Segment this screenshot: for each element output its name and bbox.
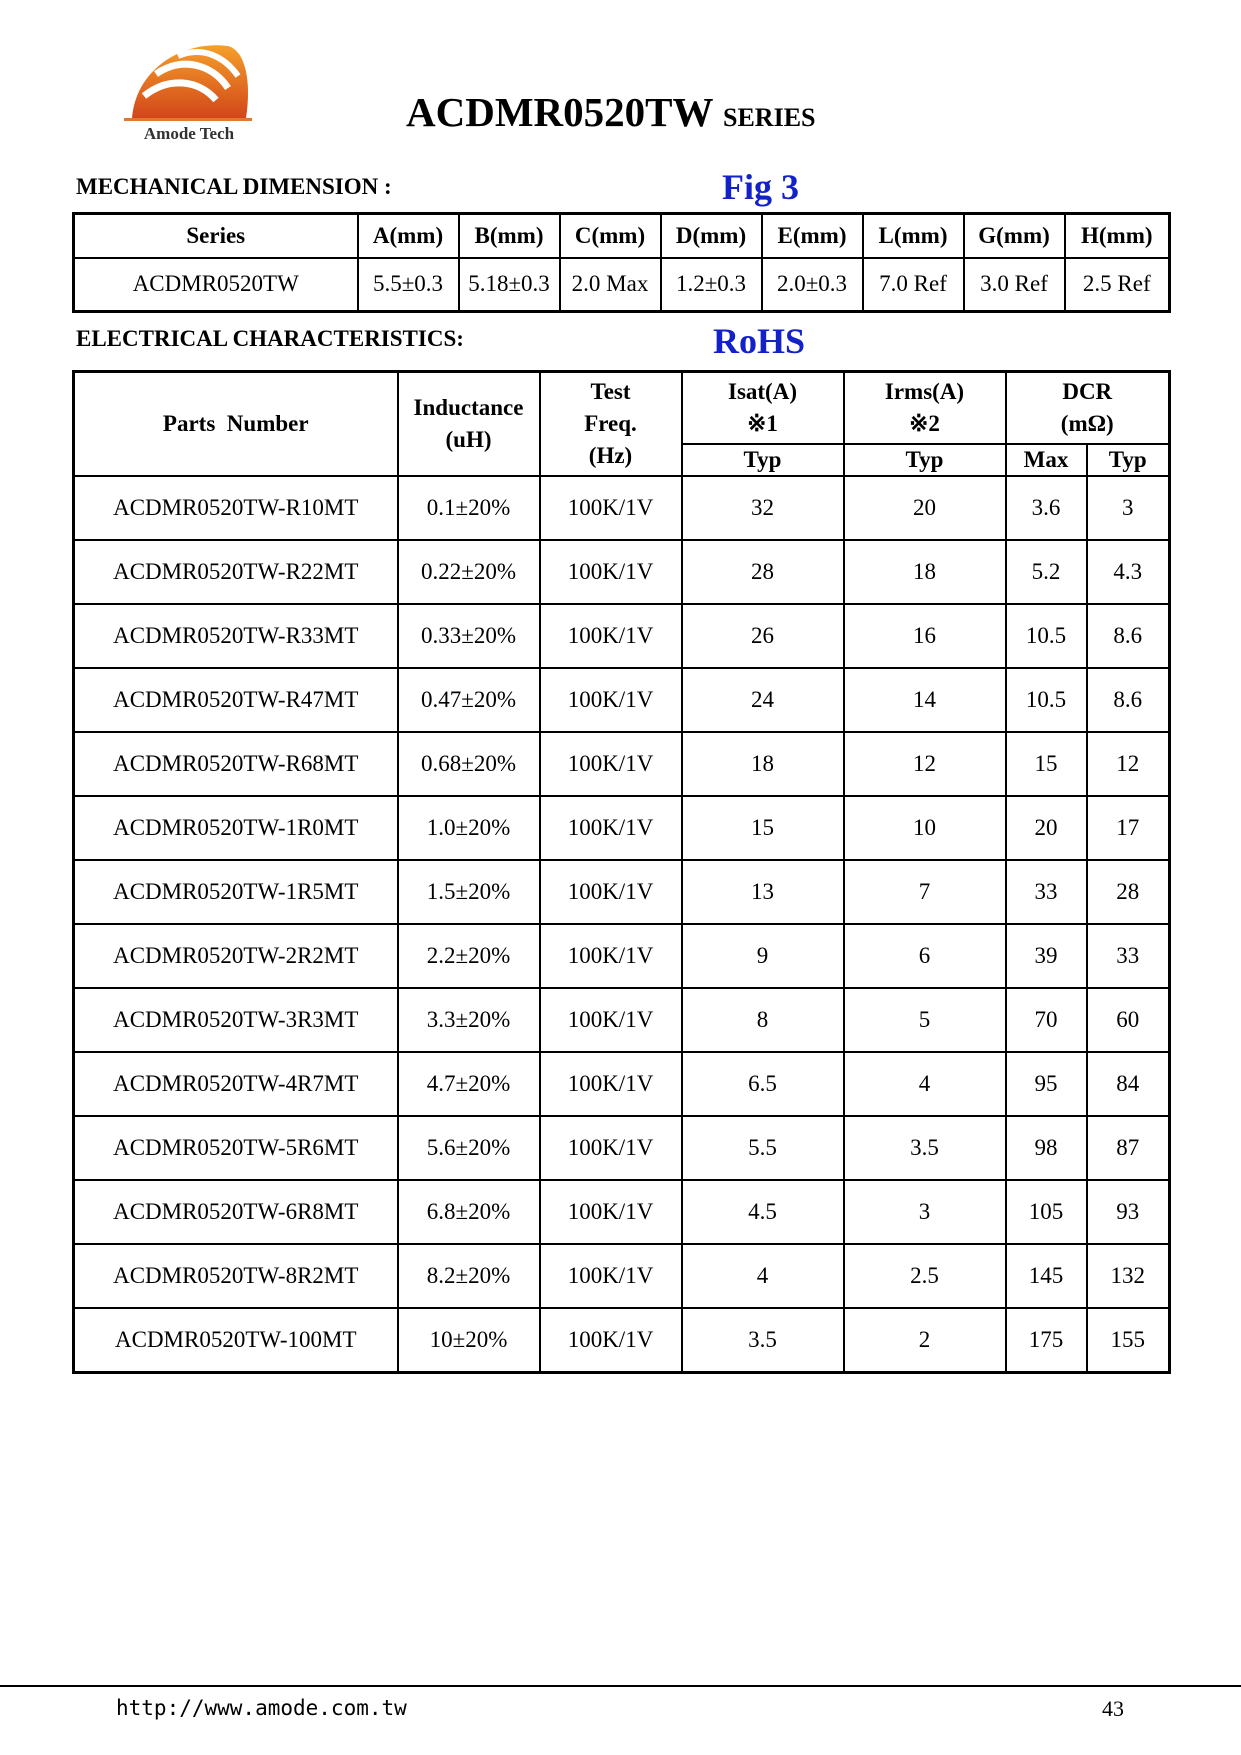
title-suffix: SERIES [723, 103, 816, 132]
mech-header-cell: C(mm) [560, 214, 661, 258]
mech-header-cell: A(mm) [358, 214, 459, 258]
table-cell: 60 [1087, 988, 1170, 1052]
electrical-heading: ELECTRICAL CHARACTERISTICS: [76, 326, 464, 351]
table-cell: 4 [682, 1244, 844, 1308]
subheader-dcr-max: Max [1006, 444, 1087, 476]
table-cell: 100K/1V [540, 1116, 682, 1180]
mech-cell: 7.0 Ref [863, 258, 964, 312]
footer-url: http://www.amode.com.tw [116, 1696, 407, 1720]
table-cell: ACDMR0520TW-R33MT [74, 604, 398, 668]
table-cell: ACDMR0520TW-6R8MT [74, 1180, 398, 1244]
table-cell: 33 [1087, 924, 1170, 988]
table-cell: 10.5 [1006, 668, 1087, 732]
table-row [74, 924, 1170, 988]
table-cell: 132 [1087, 1244, 1170, 1308]
table-cell: 100K/1V [540, 732, 682, 796]
mech-cell: 1.2±0.3 [661, 258, 762, 312]
page-number: 43 [1102, 1696, 1124, 1721]
header-irms [844, 372, 1006, 445]
table-cell: 87 [1087, 1116, 1170, 1180]
table-cell: 8.6 [1087, 668, 1170, 732]
table-cell: 2.5 [844, 1244, 1006, 1308]
table-cell: 16 [844, 604, 1006, 668]
table-cell: 5.6±20% [398, 1116, 540, 1180]
mech-cell: 2.0 Max [560, 258, 661, 312]
table-cell: 98 [1006, 1116, 1087, 1180]
table-cell: ACDMR0520TW-4R7MT [74, 1052, 398, 1116]
table-cell: 9 [682, 924, 844, 988]
table-cell: 2 [844, 1308, 1006, 1373]
table-cell: 100K/1V [540, 988, 682, 1052]
table-cell: 39 [1006, 924, 1087, 988]
mech-header-cell: H(mm) [1065, 214, 1170, 258]
header-freq-label: Freq. [584, 411, 637, 436]
table-cell: 3.6 [1006, 476, 1087, 540]
table-row [74, 1308, 1170, 1373]
table-cell: 4.3 [1087, 540, 1170, 604]
table-cell: 28 [682, 540, 844, 604]
table-cell: ACDMR0520TW-2R2MT [74, 924, 398, 988]
table-cell: 145 [1006, 1244, 1087, 1308]
mech-header-cell: Series [74, 214, 358, 258]
table-cell: ACDMR0520TW-8R2MT [74, 1244, 398, 1308]
table-cell: 26 [682, 604, 844, 668]
mech-header-cell: G(mm) [964, 214, 1065, 258]
table-cell: 33 [1006, 860, 1087, 924]
table-cell: 8.2±20% [398, 1244, 540, 1308]
header-dcr-label: DCR [1062, 379, 1113, 404]
table-row [74, 1116, 1170, 1180]
company-logo [118, 38, 258, 148]
table-cell: 18 [844, 540, 1006, 604]
table-cell: ACDMR0520TW-R47MT [74, 668, 398, 732]
table-cell: 105 [1006, 1180, 1087, 1244]
table-cell: 20 [844, 476, 1006, 540]
subheader-irms-typ: Typ [844, 444, 1006, 476]
table-row [74, 1244, 1170, 1308]
table-row [74, 604, 1170, 668]
table-cell: 10.5 [1006, 604, 1087, 668]
header-isat-note: ※1 [747, 411, 778, 436]
table-cell: 14 [844, 668, 1006, 732]
table-cell: 100K/1V [540, 924, 682, 988]
mech-header-cell: E(mm) [762, 214, 863, 258]
table-cell: 100K/1V [540, 1180, 682, 1244]
table-cell: 3.5 [682, 1308, 844, 1373]
logo-text: Amode Tech [143, 124, 235, 143]
elec-table-body [74, 476, 1170, 1373]
header-test-freq [540, 372, 682, 477]
table-cell: 4 [844, 1052, 1006, 1116]
table-cell: 4.5 [682, 1180, 844, 1244]
header-irms-label: Irms(A) [884, 379, 965, 404]
mech-header-cell: L(mm) [863, 214, 964, 258]
table-cell: 2.2±20% [398, 924, 540, 988]
header-irms-note: ※2 [909, 411, 940, 436]
table-row [74, 732, 1170, 796]
table-cell: 100K/1V [540, 1052, 682, 1116]
footer-divider [0, 1685, 1241, 1687]
header-isat-label: Isat(A) [728, 379, 797, 404]
table-row [74, 1052, 1170, 1116]
table-cell: 8.6 [1087, 604, 1170, 668]
header-freq-unit: (Hz) [588, 443, 633, 468]
table-cell: 15 [682, 796, 844, 860]
table-cell: ACDMR0520TW-R22MT [74, 540, 398, 604]
table-row [74, 668, 1170, 732]
header-dcr-unit: (mΩ) [1060, 411, 1114, 436]
mech-cell: 5.18±0.3 [459, 258, 560, 312]
table-cell: ACDMR0520TW-5R6MT [74, 1116, 398, 1180]
table-cell: 17 [1087, 796, 1170, 860]
table-cell: 1.5±20% [398, 860, 540, 924]
table-cell: 6.5 [682, 1052, 844, 1116]
mech-header-cell: B(mm) [459, 214, 560, 258]
mech-cell: 3.0 Ref [964, 258, 1065, 312]
table-row [74, 476, 1170, 540]
table-cell: 13 [682, 860, 844, 924]
table-cell: 100K/1V [540, 476, 682, 540]
table-cell: 100K/1V [540, 1308, 682, 1373]
table-cell: 20 [1006, 796, 1087, 860]
table-cell: ACDMR0520TW-1R0MT [74, 796, 398, 860]
document-title [406, 88, 816, 136]
table-cell: 70 [1006, 988, 1087, 1052]
table-cell: 3 [1087, 476, 1170, 540]
table-cell: 100K/1V [540, 668, 682, 732]
table-cell: 4.7±20% [398, 1052, 540, 1116]
table-cell: ACDMR0520TW-3R3MT [74, 988, 398, 1052]
table-cell: 100K/1V [540, 540, 682, 604]
table-cell: 6.8±20% [398, 1180, 540, 1244]
table-cell: 18 [682, 732, 844, 796]
table-cell: 95 [1006, 1052, 1087, 1116]
mech-data-row [74, 258, 1170, 312]
table-cell: 0.1±20% [398, 476, 540, 540]
table-cell: 100K/1V [540, 860, 682, 924]
mech-cell: 5.5±0.3 [358, 258, 459, 312]
mech-cell: 2.5 Ref [1065, 258, 1170, 312]
mechanical-dimension-table [72, 212, 1171, 313]
header-inductance-label: Inductance [413, 395, 524, 420]
mech-header-cell: D(mm) [661, 214, 762, 258]
subheader-isat-typ: Typ [682, 444, 844, 476]
table-cell: 28 [1087, 860, 1170, 924]
table-cell: 100K/1V [540, 604, 682, 668]
table-cell: 24 [682, 668, 844, 732]
table-cell: 93 [1087, 1180, 1170, 1244]
table-cell: 155 [1087, 1308, 1170, 1373]
table-cell: 5.2 [1006, 540, 1087, 604]
table-cell: 3 [844, 1180, 1006, 1244]
table-cell: 12 [844, 732, 1006, 796]
fig-label: Fig 3 [722, 167, 799, 207]
table-row [74, 860, 1170, 924]
table-cell: 3.5 [844, 1116, 1006, 1180]
mech-header-row [74, 214, 1170, 258]
table-cell: ACDMR0520TW-R10MT [74, 476, 398, 540]
mech-cell: 2.0±0.3 [762, 258, 863, 312]
table-cell: ACDMR0520TW-1R5MT [74, 860, 398, 924]
table-cell: 10 [844, 796, 1006, 860]
table-cell: ACDMR0520TW-R68MT [74, 732, 398, 796]
table-cell: 6 [844, 924, 1006, 988]
table-cell: 5.5 [682, 1116, 844, 1180]
table-cell: 5 [844, 988, 1006, 1052]
title-main: ACDMR0520TW [406, 89, 713, 135]
subheader-dcr-typ: Typ [1087, 444, 1170, 476]
table-cell: 0.22±20% [398, 540, 540, 604]
sunrise-logo-icon [124, 38, 252, 128]
header-test-label: Test [590, 379, 631, 404]
header-dcr [1006, 372, 1170, 445]
table-cell: 0.33±20% [398, 604, 540, 668]
table-row [74, 1180, 1170, 1244]
table-row [74, 988, 1170, 1052]
header-inductance [398, 372, 540, 477]
table-cell: 0.47±20% [398, 668, 540, 732]
table-cell: 7 [844, 860, 1006, 924]
table-row [74, 796, 1170, 860]
table-cell: 0.68±20% [398, 732, 540, 796]
header-isat [682, 372, 844, 445]
table-row [74, 540, 1170, 604]
rohs-label: RoHS [713, 321, 806, 361]
table-cell: 15 [1006, 732, 1087, 796]
table-cell: 32 [682, 476, 844, 540]
elec-header-row [74, 372, 1170, 445]
table-cell: 84 [1087, 1052, 1170, 1116]
header-parts-number: Parts Number [74, 372, 398, 477]
table-cell: 100K/1V [540, 1244, 682, 1308]
table-cell: ACDMR0520TW-100MT [74, 1308, 398, 1373]
table-cell: 1.0±20% [398, 796, 540, 860]
table-cell: 3.3±20% [398, 988, 540, 1052]
electrical-characteristics-table [72, 370, 1171, 1374]
table-cell: 100K/1V [540, 796, 682, 860]
header-inductance-unit: (uH) [445, 427, 492, 452]
table-cell: 175 [1006, 1308, 1087, 1373]
table-cell: 10±20% [398, 1308, 540, 1373]
table-cell: 12 [1087, 732, 1170, 796]
table-cell: 8 [682, 988, 844, 1052]
mechanical-heading: MECHANICAL DIMENSION : [76, 174, 392, 199]
mech-cell: ACDMR0520TW [74, 258, 358, 312]
